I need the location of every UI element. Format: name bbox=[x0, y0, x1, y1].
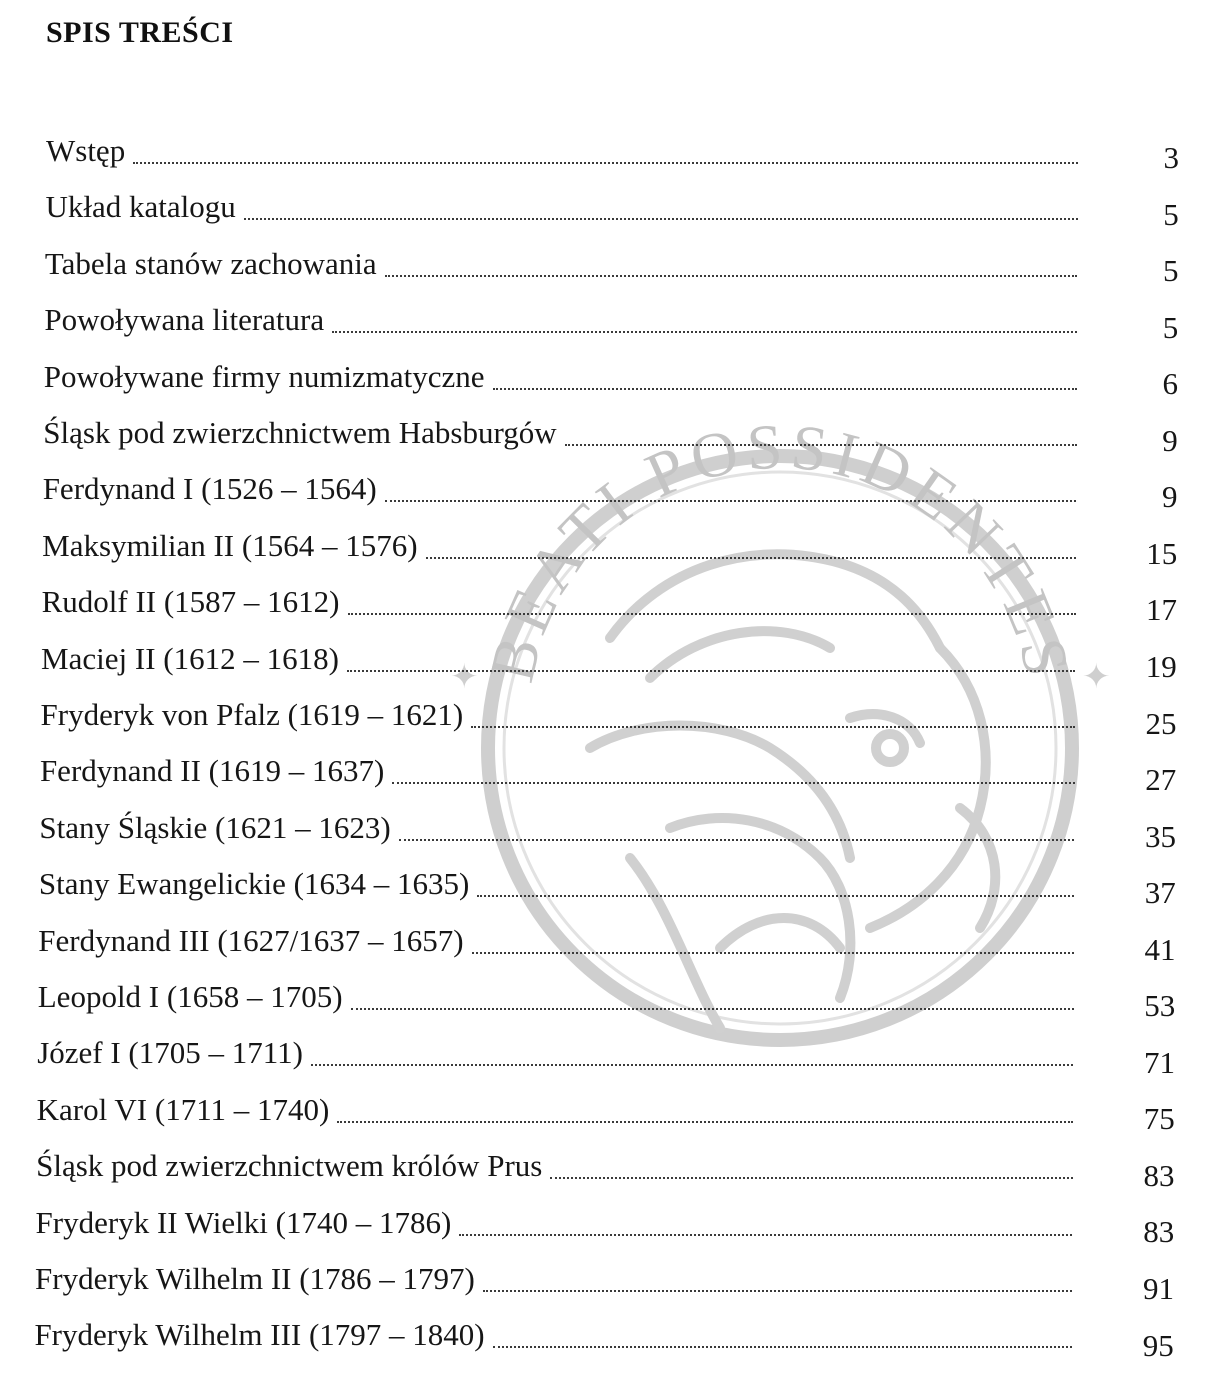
toc-entry-page: 5 bbox=[1162, 309, 1179, 345]
toc-entry-label: Fryderyk Wilhelm II (1786 – 1797) bbox=[35, 1261, 475, 1296]
toc-entry-page: 3 bbox=[1163, 140, 1179, 175]
toc-entry-page: 5 bbox=[1163, 196, 1179, 232]
toc-entry-label: Tabela stanów zachowania bbox=[44, 245, 377, 281]
toc-entry bbox=[36, 1143, 1073, 1187]
toc-leader-dots bbox=[426, 557, 1076, 559]
toc-entry bbox=[45, 241, 1078, 285]
toc-entry-page: 9 bbox=[1162, 479, 1178, 515]
toc-entry-page: 53 bbox=[1144, 988, 1176, 1024]
toc-leader-dots bbox=[348, 613, 1076, 615]
toc-entry-label: Józef I (1705 – 1711) bbox=[37, 1035, 303, 1071]
toc-entry-label: Rudolf II (1587 – 1612) bbox=[41, 584, 340, 620]
toc-entry-page: 27 bbox=[1145, 762, 1177, 798]
toc-entry bbox=[41, 692, 1076, 736]
toc-entry bbox=[39, 805, 1074, 849]
toc-title: SPIS TREŚCI bbox=[46, 16, 234, 49]
toc-leader-dots bbox=[337, 1121, 1073, 1123]
toc-entry bbox=[43, 466, 1077, 510]
toc-entry bbox=[39, 861, 1074, 905]
toc-leader-dots bbox=[332, 331, 1077, 333]
toc-entry bbox=[44, 354, 1077, 398]
toc-entry-label: Ferdynand I (1526 – 1564) bbox=[42, 471, 377, 507]
toc-entry bbox=[43, 410, 1076, 454]
toc-entry-page: 6 bbox=[1162, 366, 1178, 402]
toc-entry bbox=[41, 636, 1075, 680]
toc-leader-dots bbox=[347, 670, 1075, 672]
toc-entry-label: Powoływana literatura bbox=[44, 302, 325, 338]
toc-entry-label: Stany Śląskie (1621 – 1623) bbox=[39, 809, 391, 845]
toc-leader-dots bbox=[459, 1234, 1072, 1236]
toc-entry-page: 25 bbox=[1145, 705, 1177, 741]
toc-entry-page: 19 bbox=[1145, 648, 1177, 684]
toc-entry-label: Wstęp bbox=[46, 133, 126, 168]
toc-entry-label: Ferdynand II (1619 – 1637) bbox=[39, 753, 385, 789]
toc-entry-page: 83 bbox=[1143, 1157, 1175, 1193]
toc-leader-dots bbox=[493, 388, 1077, 390]
toc-entry-page: 35 bbox=[1145, 818, 1176, 854]
toc-entry-page: 95 bbox=[1142, 1327, 1174, 1363]
toc-entry bbox=[37, 1087, 1073, 1131]
toc-entry-label: Fryderyk von Pfalz (1619 – 1621) bbox=[40, 697, 464, 732]
toc-entry-page: 15 bbox=[1146, 535, 1178, 571]
svg-text:✦: ✦ bbox=[1082, 657, 1111, 697]
toc-entry bbox=[34, 1312, 1071, 1356]
toc-entry-page: 5 bbox=[1163, 253, 1179, 289]
toc-entry-label: Powoływane firmy numizmatyczne bbox=[43, 358, 485, 394]
toc-leader-dots bbox=[399, 839, 1075, 841]
toc-entry-label: Leopold I (1658 – 1705) bbox=[37, 979, 343, 1014]
watermark-text: BEATI POSSIDENTES bbox=[475, 410, 1085, 689]
toc-leader-dots bbox=[471, 726, 1075, 728]
toc-entry bbox=[46, 128, 1078, 172]
toc-entry-page: 17 bbox=[1146, 592, 1177, 628]
toc-entry bbox=[42, 523, 1076, 567]
toc-entry-label: Karol VI (1711 – 1740) bbox=[36, 1091, 330, 1127]
toc-leader-dots bbox=[133, 162, 1078, 164]
toc-entry-page: 91 bbox=[1143, 1271, 1174, 1306]
toc-entry-label: Fryderyk Wilhelm III (1797 – 1840) bbox=[34, 1317, 485, 1353]
toc-entry bbox=[38, 974, 1074, 1018]
toc-entry bbox=[40, 748, 1075, 792]
toc-leader-dots bbox=[565, 444, 1077, 446]
toc-leader-dots bbox=[392, 782, 1074, 784]
toc-leader-dots bbox=[385, 275, 1078, 277]
toc-entry bbox=[36, 1200, 1073, 1244]
toc-entry bbox=[44, 297, 1077, 341]
toc-entry bbox=[45, 184, 1077, 228]
toc-entry-page: 71 bbox=[1144, 1044, 1175, 1080]
toc-entry-label: Śląsk pod zwierzchnictwem Habsburgów bbox=[43, 415, 557, 450]
toc-entry-label: Układ katalogu bbox=[45, 189, 236, 225]
toc-entry-label: Stany Ewangelickie (1634 – 1635) bbox=[38, 866, 470, 902]
toc-entry-page: 37 bbox=[1144, 875, 1176, 911]
toc-leader-dots bbox=[550, 1177, 1072, 1179]
toc-leader-dots bbox=[351, 1008, 1074, 1010]
svg-text:✦: ✦ bbox=[450, 657, 479, 697]
toc-leader-dots bbox=[477, 895, 1074, 897]
toc-entry bbox=[35, 1256, 1072, 1300]
toc-leader-dots bbox=[244, 218, 1078, 220]
toc-entry bbox=[38, 918, 1074, 962]
toc-leader-dots bbox=[311, 1064, 1073, 1066]
toc-entry-label: Ferdynand III (1627/1637 – 1657) bbox=[38, 922, 464, 958]
toc-entry-label: Śląsk pod zwierzchnictwem królów Prus bbox=[36, 1148, 543, 1184]
toc-entry bbox=[42, 579, 1076, 623]
toc-leader-dots bbox=[483, 1290, 1072, 1292]
toc-entry-label: Fryderyk II Wielki (1740 – 1786) bbox=[35, 1204, 452, 1240]
toc-entry-label: Maciej II (1612 – 1618) bbox=[41, 640, 339, 676]
toc-leader-dots bbox=[493, 1346, 1072, 1348]
toc-entry-label: Maksymilian II (1564 – 1576) bbox=[42, 527, 418, 563]
toc-leader-dots bbox=[472, 952, 1074, 954]
toc-leader-dots bbox=[385, 500, 1076, 502]
toc-entry-page: 83 bbox=[1143, 1214, 1175, 1250]
toc-entry-page: 75 bbox=[1143, 1101, 1175, 1137]
toc-entry-page: 41 bbox=[1144, 931, 1176, 967]
toc-entry bbox=[37, 1030, 1073, 1074]
toc-entry-page: 9 bbox=[1162, 422, 1178, 458]
